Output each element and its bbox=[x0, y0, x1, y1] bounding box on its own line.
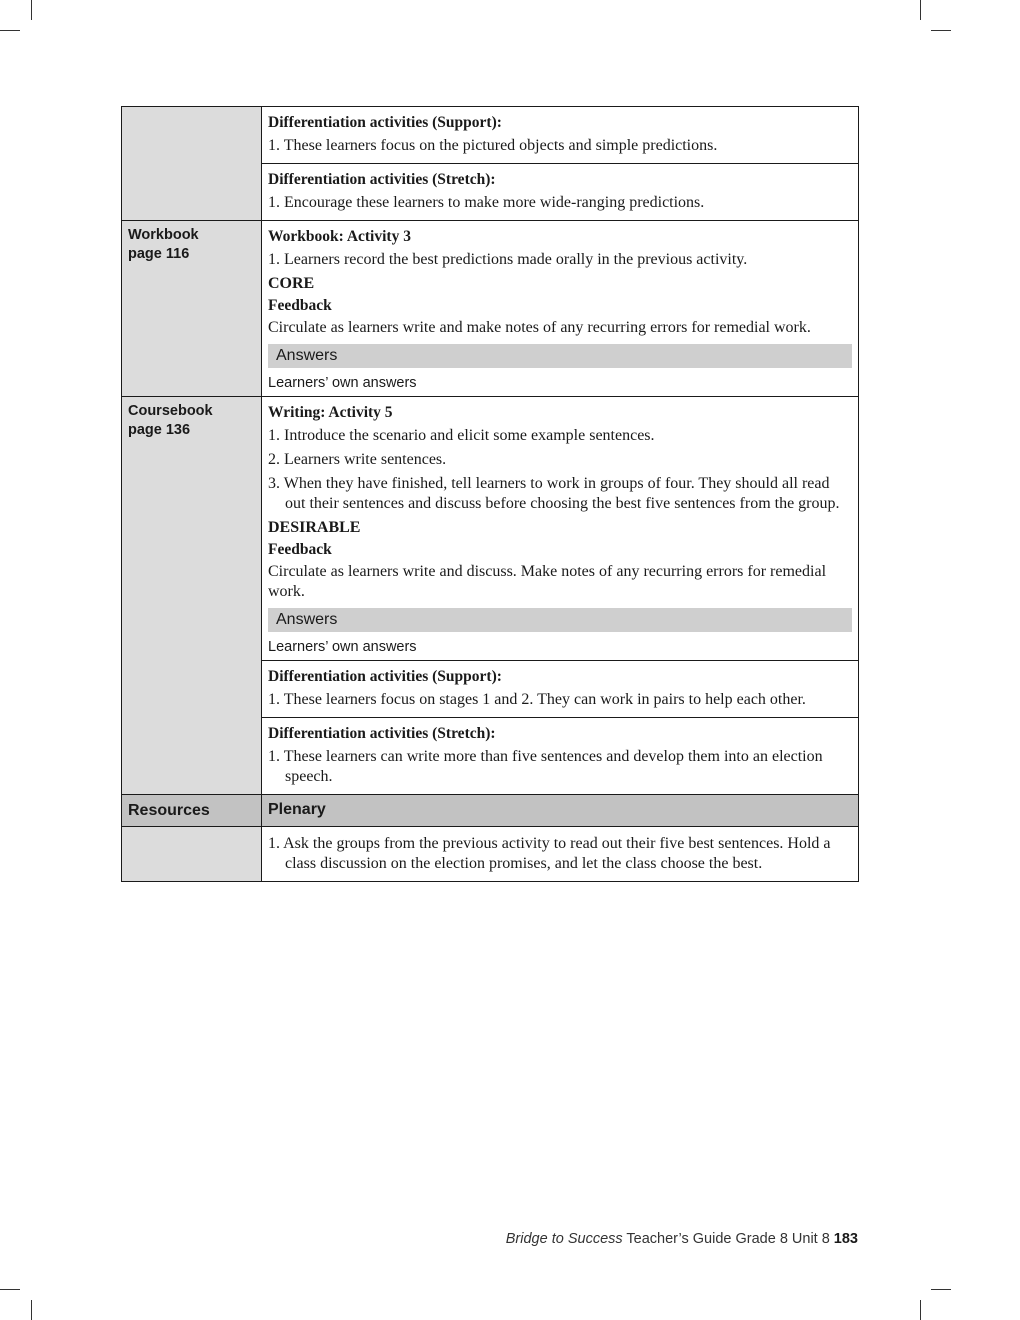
workbook-activity-cell bbox=[262, 221, 859, 397]
list-item: 3. When they have finished, tell learners to work in groups of four. They should all read out their sentences and discuss before choosing the best five sentences from the group. bbox=[268, 475, 840, 512]
list-item: 1. These learners can write more than five sentences and develop them into an election speech. bbox=[268, 748, 823, 785]
feedback-label: Feedback bbox=[268, 297, 332, 314]
lesson-plan-table bbox=[121, 106, 859, 882]
answers-bar: Answers bbox=[268, 344, 852, 368]
list-item: 1. Learners record the best predictions made orally in the previous activity. bbox=[268, 251, 748, 268]
list-item: 1. Introduce the scenario and elicit some example sentences. bbox=[268, 427, 655, 444]
plenary-cell bbox=[262, 827, 859, 882]
section-heading: Workbook: Activity 3 bbox=[268, 228, 411, 245]
level-label: CORE bbox=[268, 275, 315, 292]
crop-mark bbox=[0, 1289, 20, 1290]
diff-support-cell bbox=[262, 661, 859, 718]
section-heading: Differentiation activities (Stretch): bbox=[268, 171, 496, 188]
side-label: Workbook bbox=[128, 227, 199, 243]
list-item: 1. These learners focus on stages 1 and 2. They can work in pairs to help each other. bbox=[268, 691, 806, 708]
section-heading: Writing: Activity 5 bbox=[268, 404, 393, 421]
list-item: 1. These learners focus on the pictured objects and simple predictions. bbox=[268, 137, 718, 154]
crop-mark bbox=[31, 0, 32, 20]
series-title: Bridge to Success bbox=[505, 1231, 623, 1247]
plenary-heading: Plenary bbox=[262, 795, 859, 827]
crop-mark bbox=[920, 1300, 921, 1320]
table-row bbox=[122, 221, 859, 397]
page-footer bbox=[506, 1231, 858, 1247]
crop-mark bbox=[920, 0, 921, 20]
side-cell-workbook bbox=[122, 221, 262, 397]
section-heading: Differentiation activities (Support): bbox=[268, 668, 502, 685]
diff-stretch-cell bbox=[262, 164, 859, 221]
feedback-label: Feedback bbox=[268, 541, 332, 558]
table-row bbox=[122, 827, 859, 882]
guide-title: Teacher’s Guide Grade 8 Unit 8 bbox=[622, 1231, 830, 1247]
list-item: 1. Ask the groups from the previous activity to read out their five best sentences. Hold a class discussion on the election promises, and let the class choose the best. bbox=[268, 835, 831, 872]
crop-mark bbox=[931, 30, 951, 31]
side-page-ref: page 116 bbox=[128, 246, 190, 262]
feedback-text: Circulate as learners write and discuss. Make notes of any recurring errors for remedial work. bbox=[268, 563, 827, 600]
side-page-ref: page 136 bbox=[128, 422, 191, 438]
side-cell-empty bbox=[122, 107, 262, 221]
page-number: 183 bbox=[833, 1231, 858, 1247]
section-heading: Differentiation activities (Support): bbox=[268, 114, 502, 131]
side-cell-resources: Resources bbox=[122, 795, 262, 827]
level-label: DESIRABLE bbox=[268, 519, 361, 536]
table-row bbox=[122, 397, 859, 661]
crop-mark bbox=[931, 1289, 951, 1290]
list-item: 1. Encourage these learners to make more wide-ranging predictions. bbox=[268, 194, 705, 211]
diff-support-cell bbox=[262, 107, 859, 164]
side-cell-coursebook bbox=[122, 397, 262, 795]
list-item: 2. Learners write sentences. bbox=[268, 451, 447, 468]
table-row bbox=[122, 107, 859, 164]
side-label: Coursebook bbox=[128, 403, 213, 419]
answers-text: Learners’ own answers bbox=[268, 639, 417, 655]
table-row bbox=[122, 795, 859, 827]
answers-bar: Answers bbox=[268, 608, 852, 632]
answers-text: Learners’ own answers bbox=[268, 375, 417, 391]
diff-stretch-cell bbox=[262, 718, 859, 795]
side-cell-empty bbox=[122, 827, 262, 882]
crop-mark bbox=[31, 1300, 32, 1320]
feedback-text: Circulate as learners write and make notes of any recurring errors for remedial work. bbox=[268, 319, 811, 336]
crop-mark bbox=[0, 30, 20, 31]
writing-activity-cell bbox=[262, 397, 859, 661]
section-heading: Differentiation activities (Stretch): bbox=[268, 725, 496, 742]
